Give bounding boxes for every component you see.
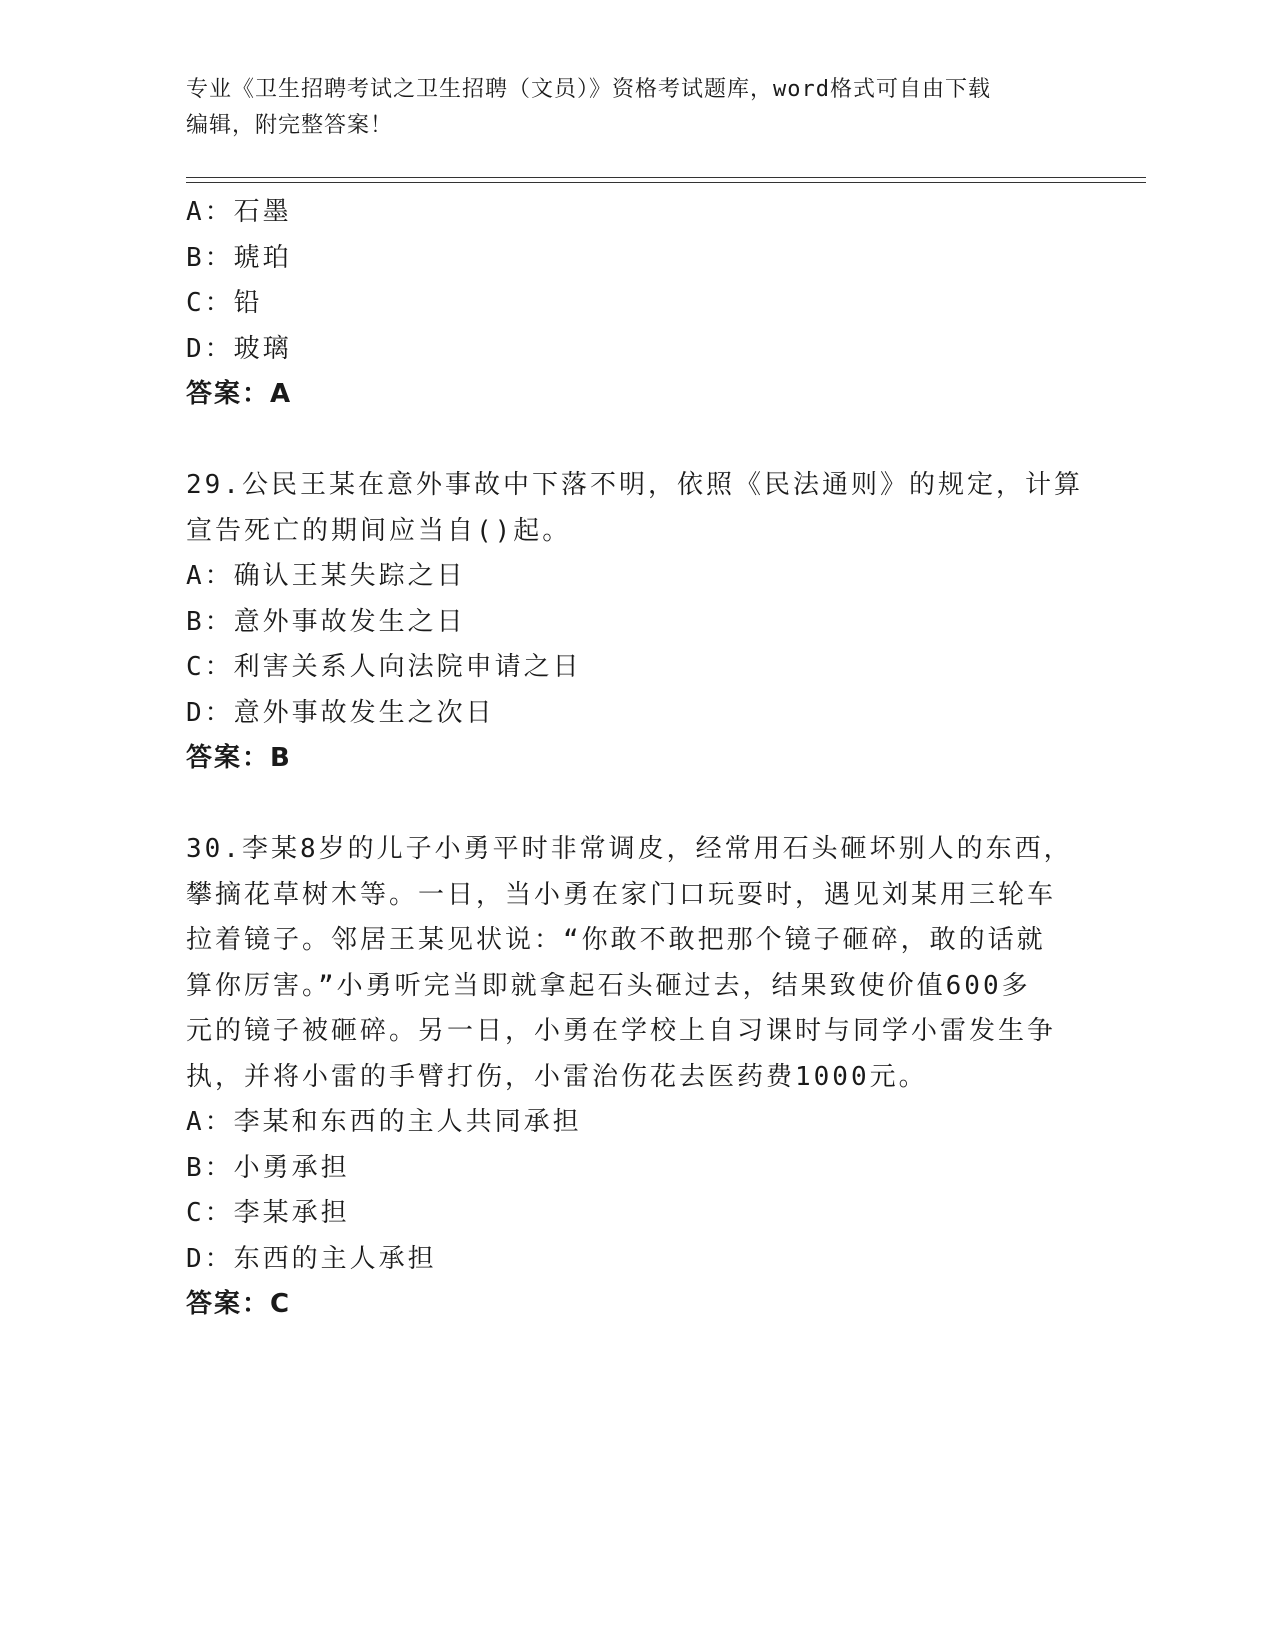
option-d: D：玻璃 xyxy=(186,333,292,364)
option-b: B：琥珀 xyxy=(186,242,292,273)
answer-line: 答案：B xyxy=(186,743,292,773)
option-d: D：东西的主人承担 xyxy=(186,1243,437,1274)
option-b: B：小勇承担 xyxy=(186,1152,350,1183)
question-stem xyxy=(186,827,1086,1100)
option-a: A：石墨 xyxy=(186,197,292,227)
header-line-2: 编辑，附完整答案！ xyxy=(186,113,394,138)
stem-line: 30.李某8岁的儿子小勇平时非常调皮，经常用石头砸坏别人的东西， xyxy=(186,834,1073,864)
question-list xyxy=(186,190,1086,1328)
stem-line: 算你厉害。”小勇听完当即就拿起石头砸过去，结果致使价值600多 xyxy=(186,970,1031,1001)
document-header xyxy=(186,72,1066,144)
stem-line: 执，并将小雷的手臂打伤，小雷治伤花去医药费1000元。 xyxy=(186,1061,928,1092)
header-divider-top xyxy=(186,177,1146,178)
answer-line: 答案：C xyxy=(186,1289,292,1319)
option-d: D：意外事故发生之次日 xyxy=(186,697,495,728)
question-29-block xyxy=(186,463,1086,782)
option-a: A：确认王某失踪之日 xyxy=(186,561,466,591)
answer-line: 答案：A xyxy=(186,379,293,409)
question-spacer xyxy=(186,782,1086,828)
option-b: B：意外事故发生之日 xyxy=(186,606,466,637)
stem-line: 攀摘花草树木等。一日，当小勇在家门口玩耍时，遇见刘某用三轮车 xyxy=(186,879,1057,910)
stem-line: 拉着镜子。邻居王某见状说：“你敢不敢把那个镜子砸碎，敢的话就 xyxy=(186,925,1046,955)
question-spacer xyxy=(186,418,1086,464)
stem-line: 元的镜子被砸碎。另一日，小勇在学校上自习课时与同学小雷发生争 xyxy=(186,1016,1057,1046)
option-c: C：铅 xyxy=(186,288,263,318)
stem-line: 宣告死亡的期间应当自()起。 xyxy=(186,515,572,546)
question-30-block xyxy=(186,827,1086,1328)
option-c: C：利害关系人向法院申请之日 xyxy=(186,652,582,682)
question-28-block xyxy=(186,190,1086,418)
question-stem xyxy=(186,463,1086,554)
header-line-1: 专业《卫生招聘考试之卫生招聘（文员）》资格考试题库，word格式可自由下载 xyxy=(186,77,991,102)
header-divider-bottom xyxy=(186,182,1146,183)
option-a: A：李某和东西的主人共同承担 xyxy=(186,1107,582,1137)
stem-line: 29.公民王某在意外事故中下落不明，依照《民法通则》的规定，计算 xyxy=(186,470,1083,500)
option-c: C：李某承担 xyxy=(186,1198,350,1228)
